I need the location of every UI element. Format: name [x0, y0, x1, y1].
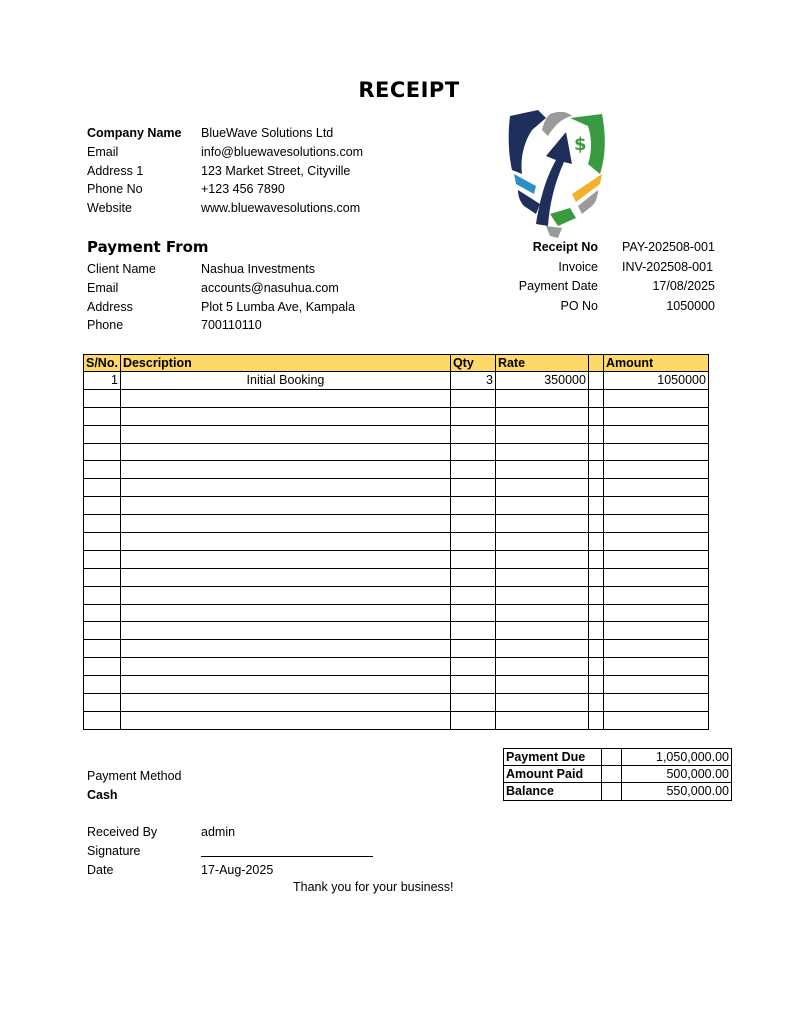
- cell-amount: [603, 533, 708, 551]
- cell-amount: [603, 389, 708, 407]
- table-row-empty: [84, 443, 709, 461]
- shield-arrow-dollar-icon: [506, 108, 610, 240]
- cell-amount: [603, 658, 708, 676]
- cell-qty: [450, 568, 495, 586]
- cell-sn: [84, 640, 121, 658]
- date-label: Date: [87, 862, 114, 877]
- company-address-label: Address 1: [87, 163, 144, 178]
- table-row-empty: [84, 676, 709, 694]
- cell-description: [120, 568, 450, 586]
- cell-amount: [603, 497, 708, 515]
- cell-description: [120, 640, 450, 658]
- cell-description: [120, 407, 450, 425]
- cell-qty: [450, 711, 495, 729]
- receipt-no-row: [500, 240, 715, 260]
- po-label: PO No: [560, 298, 598, 313]
- thank-you-note: Thank you for your business!: [293, 880, 454, 894]
- cell-rate: [495, 694, 588, 712]
- company-website-row: [87, 199, 363, 218]
- cell-amount: 1050000: [603, 372, 708, 390]
- table-row-empty: [84, 694, 709, 712]
- table-row-empty: [84, 407, 709, 425]
- cell-qty: [450, 658, 495, 676]
- signature-line[interactable]: [201, 842, 373, 857]
- cell-amount: [603, 515, 708, 533]
- receipt-no-value: PAY-202508-001: [622, 240, 715, 254]
- svg-text:$: $: [574, 134, 587, 155]
- cell-gap: [588, 711, 603, 729]
- cell-qty: [450, 425, 495, 443]
- cell-gap: [588, 372, 603, 390]
- client-address-row: [87, 298, 355, 317]
- cell-description: [120, 425, 450, 443]
- payment-due-row: [504, 749, 732, 766]
- cell-qty: [450, 407, 495, 425]
- table-row-empty: [84, 640, 709, 658]
- balance-value: 550,000.00: [622, 783, 732, 800]
- cell-qty: [450, 550, 495, 568]
- cell-sn: [84, 550, 121, 568]
- cell-description: [120, 622, 450, 640]
- header-amount: Amount: [603, 355, 708, 372]
- cell-qty: [450, 479, 495, 497]
- cell-description: [120, 497, 450, 515]
- payment-due-label: Payment Due: [504, 749, 602, 766]
- client-address-value: Plot 5 Lumba Ave, Kampala: [201, 299, 356, 314]
- cell-sn: [84, 568, 121, 586]
- amount-paid-label: Amount Paid: [504, 766, 602, 783]
- receipt-meta: [500, 240, 715, 318]
- company-phone-row: [87, 180, 363, 199]
- cell-rate: [495, 658, 588, 676]
- receipt-no-label: Receipt No: [532, 240, 598, 254]
- cell-rate: [495, 640, 588, 658]
- cell-amount: [603, 604, 708, 622]
- client-address-label: Address: [87, 299, 133, 314]
- received-by-value: admin: [201, 825, 236, 839]
- header-sn: S/No.: [84, 355, 121, 372]
- summary-table: [503, 748, 732, 801]
- cell-description: [120, 604, 450, 622]
- cell-sn: [84, 461, 121, 479]
- cell-gap: [588, 640, 603, 658]
- cell-sn: [84, 694, 121, 712]
- cell-gap: [588, 389, 603, 407]
- cell-rate: [495, 497, 588, 515]
- cell-sn: [84, 658, 121, 676]
- company-website-value: www.bluewavesolutions.com: [201, 201, 361, 216]
- table-row-empty: [84, 479, 709, 497]
- po-value: 1050000: [666, 298, 715, 313]
- invoice-label: Invoice: [558, 259, 598, 274]
- table-row-empty: [84, 586, 709, 604]
- cell-gap: [588, 622, 603, 640]
- summary-gap: [602, 749, 622, 766]
- cell-sn: [84, 425, 121, 443]
- cell-rate: [495, 586, 588, 604]
- cell-sn: [84, 443, 121, 461]
- cell-rate: [495, 676, 588, 694]
- payment-due-value: 1,050,000.00: [622, 749, 732, 766]
- cell-sn: [84, 497, 121, 515]
- cell-gap: [588, 461, 603, 479]
- company-info: [87, 124, 363, 218]
- cell-description: [120, 389, 450, 407]
- cell-amount: [603, 550, 708, 568]
- cell-qty: [450, 676, 495, 694]
- company-email-value: info@bluewavesolutions.com: [201, 144, 364, 159]
- payment-date-value: 17/08/2025: [652, 279, 715, 293]
- cell-amount: [603, 694, 708, 712]
- table-row-empty: [84, 711, 709, 729]
- cell-description: [120, 550, 450, 568]
- cell-gap: [588, 443, 603, 461]
- invoice-value: INV-202508-001: [622, 259, 714, 274]
- header-description: Description: [120, 355, 450, 372]
- cell-qty: [450, 461, 495, 479]
- cell-rate: [495, 479, 588, 497]
- client-phone-row: [87, 316, 355, 335]
- cell-rate: [495, 389, 588, 407]
- cell-sn: [84, 407, 121, 425]
- table-row-empty: [84, 622, 709, 640]
- cell-description: [120, 711, 450, 729]
- company-phone-value: +123 456 7890: [201, 182, 285, 197]
- cell-qty: [450, 622, 495, 640]
- cell-qty: [450, 533, 495, 551]
- cell-gap: [588, 533, 603, 551]
- signature-row: [87, 842, 373, 861]
- client-info: [87, 260, 355, 335]
- cell-rate: [495, 515, 588, 533]
- cell-gap: [588, 425, 603, 443]
- cell-rate: [495, 407, 588, 425]
- table-row-empty: [84, 658, 709, 676]
- cell-qty: [450, 389, 495, 407]
- company-email-row: [87, 143, 363, 162]
- company-name-label: Company Name: [87, 126, 182, 140]
- cell-sn: [84, 533, 121, 551]
- balance-label: Balance: [504, 783, 602, 800]
- client-phone-value: 700110110: [201, 318, 262, 333]
- cell-rate: 350000: [495, 372, 588, 390]
- table-row-empty: [84, 497, 709, 515]
- cell-description: [120, 461, 450, 479]
- cell-sn: 1: [84, 372, 121, 390]
- cell-sn: [84, 622, 121, 640]
- cell-qty: [450, 586, 495, 604]
- cell-description: [120, 515, 450, 533]
- cell-gap: [588, 550, 603, 568]
- cell-amount: [603, 676, 708, 694]
- cell-sn: [84, 711, 121, 729]
- cell-sn: [84, 515, 121, 533]
- client-name-label: Client Name: [87, 262, 156, 276]
- cell-description: Initial Booking: [120, 372, 450, 390]
- payment-date-label: Payment Date: [518, 279, 598, 293]
- company-name-row: [87, 124, 363, 143]
- cell-description: [120, 694, 450, 712]
- items-table: [83, 354, 709, 730]
- received-by-label: Received By: [87, 825, 158, 839]
- table-row-empty: [84, 550, 709, 568]
- cell-gap: [588, 676, 603, 694]
- cell-description: [120, 586, 450, 604]
- client-phone-label: Phone: [87, 318, 124, 333]
- cell-amount: [603, 479, 708, 497]
- client-name-row: [87, 260, 355, 279]
- cell-amount: [603, 568, 708, 586]
- cell-description: [120, 443, 450, 461]
- cell-qty: [450, 497, 495, 515]
- cell-rate: [495, 711, 588, 729]
- payment-method-value: Cash: [87, 787, 118, 802]
- client-email-value: accounts@nasuhua.com: [201, 280, 339, 295]
- cell-rate: [495, 604, 588, 622]
- cell-amount: [603, 407, 708, 425]
- cell-rate: [495, 622, 588, 640]
- company-name-value: BlueWave Solutions Ltd: [201, 126, 334, 140]
- cell-gap: [588, 694, 603, 712]
- cell-amount: [603, 461, 708, 479]
- cell-rate: [495, 568, 588, 586]
- company-website-label: Website: [87, 201, 132, 216]
- cell-amount: [603, 622, 708, 640]
- cell-amount: [603, 640, 708, 658]
- client-name-value: Nashua Investments: [201, 262, 315, 276]
- cell-gap: [588, 658, 603, 676]
- header-gap: [588, 355, 603, 372]
- summary-gap: [602, 766, 622, 783]
- balance-row: [504, 783, 732, 800]
- table-row-empty: [84, 604, 709, 622]
- table-row-empty: [84, 568, 709, 586]
- company-email-label: Email: [87, 144, 119, 159]
- cell-rate: [495, 461, 588, 479]
- cell-sn: [84, 604, 121, 622]
- cell-amount: [603, 425, 708, 443]
- cell-amount: [603, 711, 708, 729]
- cell-amount: [603, 586, 708, 604]
- cell-rate: [495, 550, 588, 568]
- cell-rate: [495, 443, 588, 461]
- payment-method: [87, 767, 182, 805]
- cell-description: [120, 533, 450, 551]
- cell-qty: [450, 443, 495, 461]
- receipt-footer: [87, 823, 373, 879]
- items-table-header: [84, 355, 709, 372]
- table-row-empty: [84, 461, 709, 479]
- header-rate: Rate: [495, 355, 588, 372]
- table-row-empty: [84, 425, 709, 443]
- cell-gap: [588, 568, 603, 586]
- cell-gap: [588, 604, 603, 622]
- table-row: [84, 372, 709, 390]
- po-row: [500, 299, 715, 319]
- client-email-row: [87, 279, 355, 298]
- cell-qty: [450, 694, 495, 712]
- table-row-empty: [84, 515, 709, 533]
- cell-qty: [450, 604, 495, 622]
- date-value: 17-Aug-2025: [201, 862, 274, 877]
- received-by-row: [87, 823, 373, 842]
- table-row-empty: [84, 533, 709, 551]
- company-address-value: 123 Market Street, Cityville: [201, 163, 351, 178]
- receipt-title: RECEIPT: [358, 78, 460, 102]
- payment-date-row: [500, 279, 715, 299]
- cell-sn: [84, 676, 121, 694]
- cell-description: [120, 658, 450, 676]
- amount-paid-row: [504, 766, 732, 783]
- cell-qty: [450, 515, 495, 533]
- signature-label: Signature: [87, 843, 141, 858]
- summary-gap: [602, 783, 622, 800]
- cell-gap: [588, 515, 603, 533]
- cell-sn: [84, 479, 121, 497]
- cell-sn: [84, 586, 121, 604]
- company-phone-label: Phone No: [87, 182, 143, 197]
- client-email-label: Email: [87, 280, 119, 295]
- cell-description: [120, 479, 450, 497]
- date-row: [87, 861, 373, 880]
- amount-paid-value: 500,000.00: [622, 766, 732, 783]
- company-logo: [506, 108, 610, 240]
- cell-amount: [603, 443, 708, 461]
- cell-qty: 3: [450, 372, 495, 390]
- cell-gap: [588, 407, 603, 425]
- cell-gap: [588, 586, 603, 604]
- company-address-row: [87, 162, 363, 181]
- header-qty: Qty: [450, 355, 495, 372]
- invoice-row: [500, 260, 715, 280]
- payment-from-heading: Payment From: [87, 238, 209, 256]
- cell-sn: [84, 389, 121, 407]
- cell-gap: [588, 479, 603, 497]
- table-row-empty: [84, 389, 709, 407]
- cell-rate: [495, 425, 588, 443]
- payment-method-label: Payment Method: [87, 769, 182, 783]
- cell-rate: [495, 533, 588, 551]
- cell-gap: [588, 497, 603, 515]
- cell-description: [120, 676, 450, 694]
- cell-qty: [450, 640, 495, 658]
